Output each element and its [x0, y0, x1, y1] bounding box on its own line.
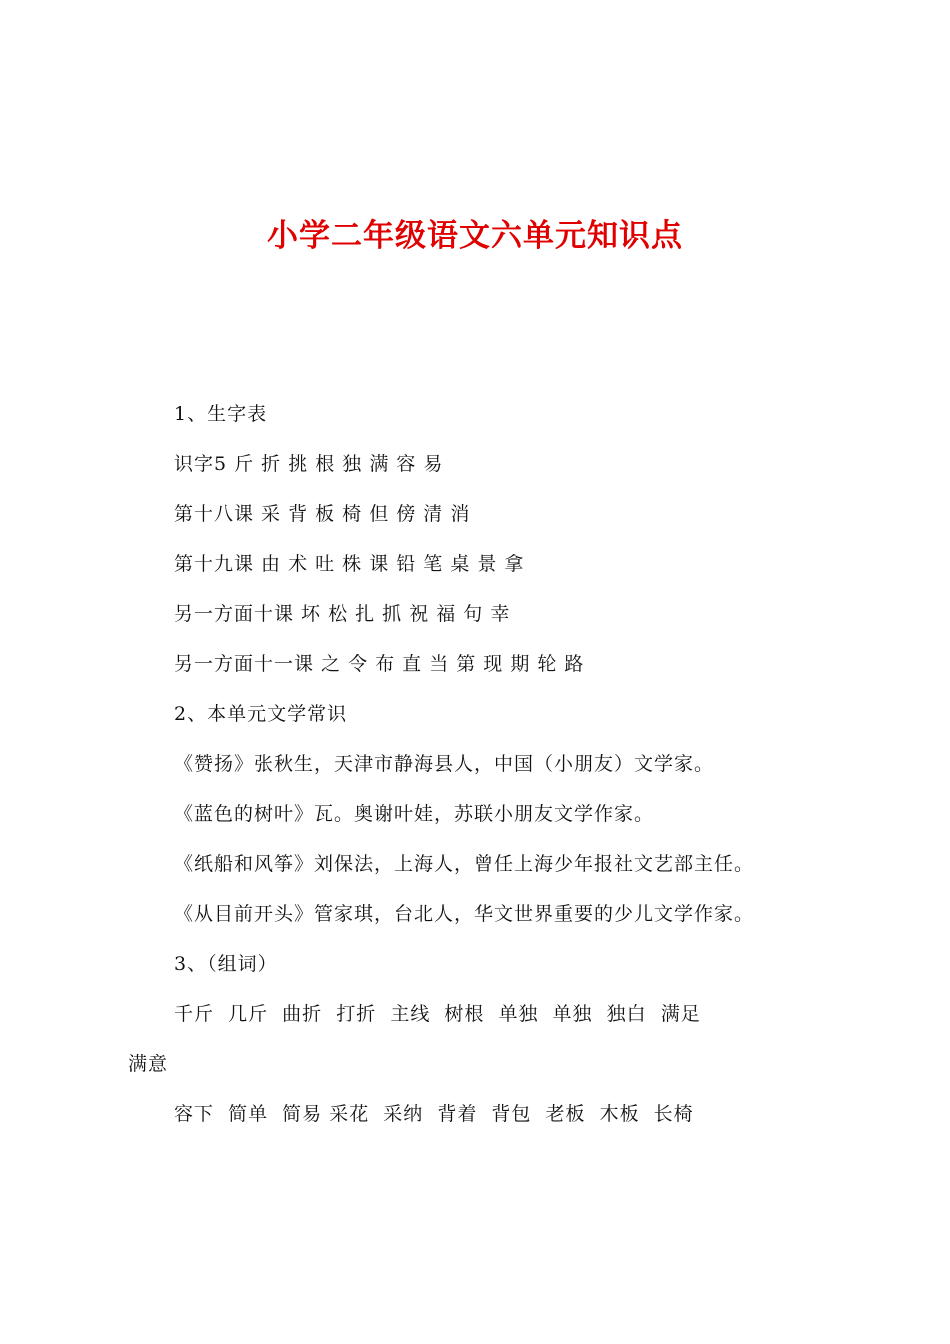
vocab-line-1: 识字5 斤 折 挑 根 独 满 容 易	[174, 453, 444, 475]
word-group-line-1-continued: 满意	[128, 1053, 169, 1075]
section-3-heading: 3、（组词）	[174, 953, 278, 975]
literature-line-1: 《赞扬》张秋生，天津市静海县人，中国（小朋友）文学家。	[174, 753, 715, 775]
vocab-line-4: 另一方面十课 坏 松 扎 抓 祝 福 句 幸	[174, 603, 511, 625]
literature-line-2: 《蓝色的树叶》瓦。奥谢叶娃，苏联小朋友文学作家。	[174, 803, 655, 825]
vocab-line-3: 第十九课 由 术 吐 株 课 铅 笔 桌 景 拿	[174, 553, 525, 575]
section-1-heading: 1、生字表	[174, 403, 268, 425]
literature-line-3: 《纸船和风筝》刘保法，上海人，曾任上海少年报社文艺部主任。	[174, 853, 755, 875]
section-2-heading: 2、本单元文学常识	[174, 703, 348, 725]
page-title: 小学二年级语文六单元知识点	[267, 218, 683, 254]
literature-line-4: 《从目前开头》管家琪，台北人，华文世界重要的少儿文学作家。	[174, 903, 755, 925]
word-group-line-1: 千斤 几斤 曲折 打折 主线 树根 单独 单独 独白 满足	[174, 1003, 701, 1025]
vocab-line-5: 另一方面十一课 之 令 布 直 当 第 现 期 轮 路	[174, 653, 585, 675]
vocab-line-2: 第十八课 采 背 板 椅 但 傍 清 消	[174, 503, 471, 525]
word-group-line-2: 容下 简单 简易 采花 采纳 背着 背包 老板 木板 长椅	[174, 1103, 694, 1125]
